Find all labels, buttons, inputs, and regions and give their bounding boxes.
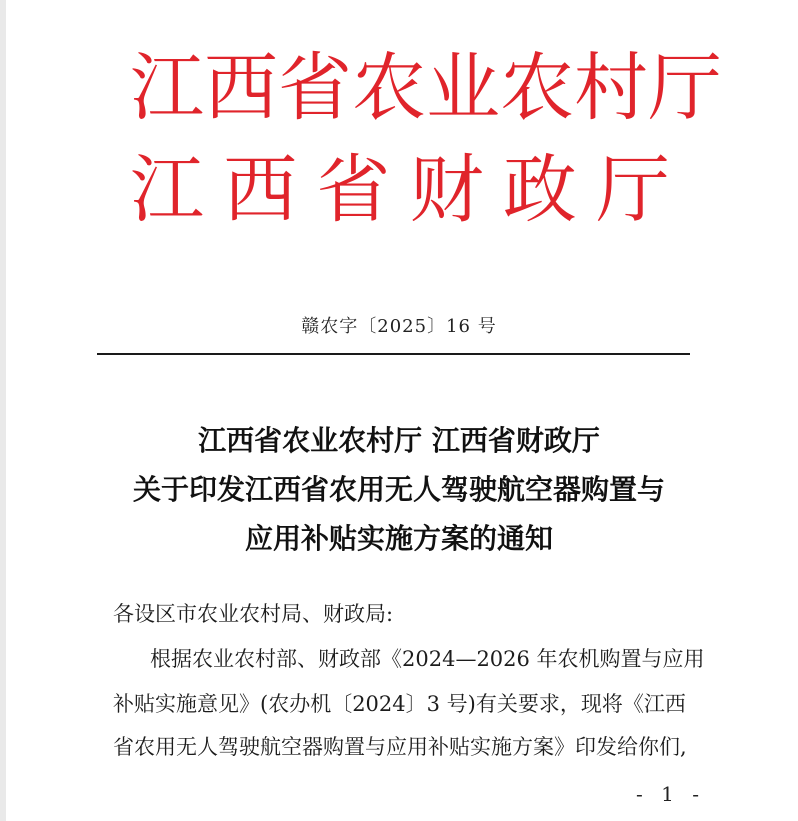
header-char: 政 (502, 147, 577, 233)
header-char: 业 (426, 45, 500, 131)
header-char: 西 (223, 147, 298, 233)
body-line-2: 补贴实施意见》(农办机〔2024〕3 号)有关要求，现将《江西 (113, 692, 686, 716)
header-char: 省 (316, 147, 391, 233)
header-char: 省 (278, 45, 352, 131)
header-char: 村 (574, 45, 648, 131)
title-line-3: 应用补贴实施方案的通知 (244, 522, 553, 555)
body-line-3: 省农用无人驾驶航空器购置与应用补贴实施方案》印发给你们, (113, 735, 687, 759)
document-number: 赣农字〔2025〕16 号 (301, 316, 497, 337)
header-char: 农 (352, 45, 426, 131)
title-line-2: 关于印发江西省农用无人驾驶航空器购置与 (132, 473, 665, 506)
salutation: 各设区市农业农村局、财政局: (113, 602, 394, 626)
header-char: 江 (130, 147, 204, 233)
header-char: 财 (409, 147, 484, 233)
title-line-1: 江西省农业农村厅 江西省财政厅 (198, 424, 600, 457)
page-number: - 1 - (636, 782, 705, 806)
header-char: 厅 (648, 45, 722, 131)
header-char: 西 (204, 45, 278, 131)
page-edge-shadow (0, 0, 6, 821)
issuer-header-agriculture (130, 45, 722, 131)
header-char: 江 (130, 45, 204, 131)
header-char: 厅 (595, 147, 670, 233)
body-line-1: 根据农业农村部、财政部《2024—2026 年农机购置与应用 (150, 647, 705, 671)
header-divider (97, 353, 690, 355)
header-char: 农 (500, 45, 574, 131)
issuer-header-finance (130, 148, 670, 232)
